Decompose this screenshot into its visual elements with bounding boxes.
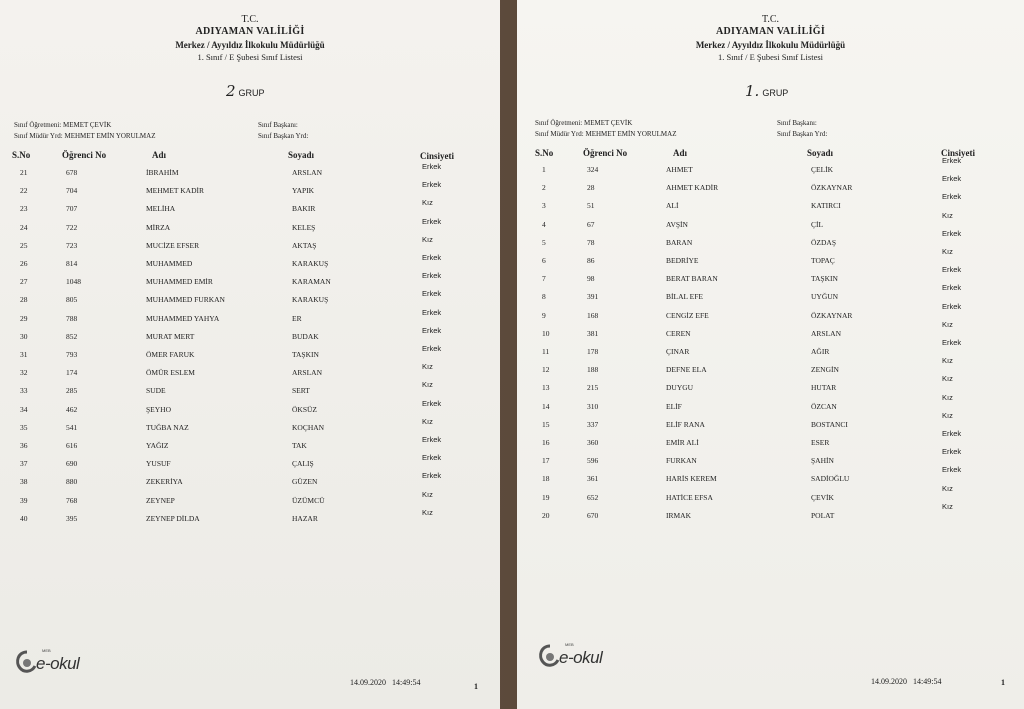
row-no: 15 (542, 419, 550, 429)
row-name: DUYGU (666, 383, 694, 393)
row-gender: Kız (942, 319, 953, 329)
row-surname: AĞIR (811, 347, 830, 356)
page-number: 1 (1001, 678, 1005, 687)
row-student-no: 814 (66, 259, 78, 268)
row-name: ÖMÜR ESLEM (146, 368, 195, 378)
row-gender: Kız (942, 392, 953, 402)
col-header-sno: S.No (535, 148, 554, 158)
row-student-no: 215 (587, 383, 599, 393)
row-gender: Erkek (422, 162, 442, 171)
row-surname: TOPAÇ (811, 256, 835, 265)
row-gender: Erkek (422, 253, 442, 262)
row-no: 32 (20, 368, 28, 378)
col-header-gender: Cinsiyeti (941, 148, 976, 158)
row-gender: Kız (422, 489, 433, 499)
teacher-line: Sınıf Öğretmeni: MEMET ÇEVİK (14, 121, 112, 129)
row-name: BİLAL EFE (666, 292, 704, 302)
row-student-no: 793 (66, 350, 78, 359)
row-no: 7 (542, 274, 546, 284)
group-label (745, 82, 788, 100)
row-no: 4 (542, 219, 546, 229)
col-header-surname: Soyadı (288, 150, 315, 160)
row-name: AHMET KADİR (666, 183, 719, 193)
row-name: MUCİZE EFSER (146, 240, 200, 250)
row-gender: Erkek (422, 325, 442, 335)
class-list-page-group-1 (517, 0, 1024, 709)
row-no: 17 (542, 456, 550, 466)
row-surname: TAŞKIN (292, 350, 319, 359)
row-name: MEHMET KADİR (146, 186, 204, 196)
row-no: 18 (542, 474, 550, 484)
row-surname: ZENGİN (811, 365, 839, 375)
print-time: 14:49:54 (392, 678, 421, 687)
row-name: MURAT MERT (146, 331, 195, 341)
group-text: GRUP (762, 88, 789, 98)
row-surname: ESER (811, 438, 830, 447)
row-student-no: 1048 (66, 277, 81, 287)
row-no: 35 (20, 422, 28, 432)
deputy-line: Sınıf Müdür Yrd: MEHMET EMİN YORULMAZ (14, 132, 156, 140)
row-name: AHMET (666, 165, 693, 174)
row-no: 11 (542, 347, 550, 356)
row-gender: Erkek (422, 398, 442, 408)
row-student-no: 852 (66, 331, 78, 341)
row-student-no: 462 (66, 404, 78, 414)
row-gender: Kız (942, 210, 953, 220)
row-name: YUSUF (146, 459, 171, 469)
col-header-student-no: Öğrenci No (583, 148, 628, 158)
row-student-no: 541 (66, 422, 78, 432)
row-no: 40 (20, 513, 28, 523)
row-surname: UYĞUN (811, 292, 839, 302)
group-number: 2 (226, 82, 236, 100)
row-name: ZEKERİYA (146, 477, 183, 487)
print-time: 14:49:54 (913, 677, 942, 686)
row-surname: ARSLAN (292, 168, 323, 177)
row-gender: Erkek (942, 447, 962, 457)
row-no: 8 (542, 292, 546, 302)
row-student-no: 188 (587, 365, 599, 375)
row-surname: ÇEVİK (811, 492, 834, 502)
row-gender: Erkek (942, 301, 962, 311)
row-name: MUHAMMED YAHYA (146, 313, 220, 323)
row-gender: Erkek (422, 435, 442, 444)
row-surname: SERT (292, 386, 310, 396)
row-name: ALİ (666, 201, 679, 211)
row-gender: Erkek (422, 307, 442, 317)
row-student-no: 690 (66, 459, 78, 469)
row-surname: ÇELİK (811, 165, 834, 174)
row-name: ELİF RANA (666, 419, 705, 429)
row-gender: Erkek (942, 192, 962, 202)
row-no: 23 (20, 204, 28, 214)
row-gender: Kız (942, 356, 953, 366)
row-student-no: 337 (587, 419, 599, 429)
row-name: AVŞİN (666, 219, 688, 229)
print-date: 14.09.2020 (350, 678, 386, 687)
row-surname: HUTAR (811, 383, 837, 393)
row-gender: Erkek (942, 283, 962, 293)
row-student-no: 285 (66, 386, 78, 396)
row-no: 9 (542, 310, 546, 320)
row-student-no: 86 (587, 256, 595, 265)
row-student-no: 723 (66, 240, 78, 250)
row-gender: Kız (422, 362, 433, 372)
row-surname: YAPIK (292, 186, 315, 196)
row-name: MELİHA (146, 204, 176, 214)
row-student-no: 51 (587, 201, 595, 211)
row-name: IRMAK (666, 510, 692, 520)
row-gender: Kız (942, 247, 953, 256)
row-no: 5 (542, 237, 546, 247)
row-gender: Erkek (942, 338, 962, 347)
row-gender: Erkek (942, 174, 962, 184)
row-surname: TAK (292, 441, 307, 450)
row-gender: Kız (422, 416, 433, 426)
e-okul-logo (12, 646, 92, 682)
row-name: HARİS KEREM (666, 474, 717, 484)
row-name: MUHAMMED EMİR (146, 277, 213, 287)
class-president-line: Sınıf Başkanı: (258, 121, 298, 129)
row-gender: Erkek (942, 265, 962, 275)
logo-text: e-okul (559, 648, 603, 667)
row-student-no: 67 (587, 219, 595, 229)
row-no: 36 (20, 441, 28, 450)
row-surname: ÖKSÜZ (292, 404, 318, 414)
logo-meb-text: MEB (565, 642, 574, 647)
row-student-no: 880 (66, 477, 78, 487)
row-no: 24 (20, 222, 28, 232)
row-student-no: 324 (587, 165, 599, 174)
row-name: BARAN (666, 237, 693, 247)
row-gender: Erkek (422, 271, 442, 281)
row-name: DEFNE ELA (666, 365, 707, 375)
row-surname: BAKIR (292, 204, 316, 214)
row-surname: KARAKUŞ (292, 295, 329, 305)
row-student-no: 174 (66, 368, 78, 378)
row-student-no: 360 (587, 438, 599, 447)
row-no: 27 (20, 277, 28, 287)
row-name: SUDE (146, 386, 166, 396)
row-gender: Kız (942, 501, 953, 511)
class-vice-president-line: Sınıf Başkan Yrd: (777, 130, 828, 138)
row-student-no: 391 (587, 292, 599, 302)
row-no: 14 (542, 401, 550, 411)
row-name: ELİF (666, 401, 682, 411)
row-student-no: 805 (66, 295, 78, 305)
row-surname: ŞAHİN (811, 456, 834, 466)
row-surname: TAŞKIN (811, 274, 838, 284)
row-gender: Kız (942, 374, 953, 384)
row-surname: KATIRCI (811, 201, 841, 211)
row-no: 16 (542, 438, 550, 447)
row-no: 6 (542, 256, 546, 265)
row-no: 20 (542, 510, 550, 520)
row-name: ÖMER FARUK (146, 350, 195, 359)
row-student-no: 596 (587, 456, 599, 466)
row-student-no: 78 (587, 237, 595, 247)
row-student-no: 722 (66, 222, 78, 232)
row-surname: ÖZKAYNAR (811, 310, 853, 320)
row-name: YAĞIZ (146, 441, 169, 450)
row-surname: BOSTANCI (811, 419, 848, 429)
print-date: 14.09.2020 (871, 677, 907, 686)
row-surname: BUDAK (292, 331, 319, 341)
row-no: 37 (20, 459, 28, 469)
row-gender: Erkek (422, 453, 442, 463)
row-student-no: 652 (587, 492, 599, 502)
row-no: 3 (542, 201, 546, 211)
e-okul-logo (535, 640, 615, 676)
row-student-no: 381 (587, 328, 599, 338)
row-surname: POLAT (811, 510, 835, 520)
row-no: 34 (20, 404, 28, 414)
row-surname: ARSLAN (292, 368, 323, 378)
header-tc: T.C. (761, 14, 780, 25)
row-name: BERAT BARAN (666, 274, 718, 284)
row-name: İBRAHİM (146, 168, 179, 177)
row-gender: Kız (942, 410, 953, 420)
row-name: BEDRİYE (666, 256, 699, 265)
row-no: 26 (20, 259, 28, 268)
row-surname: ÇİL (811, 219, 824, 229)
col-header-name: Adı (152, 150, 167, 160)
row-surname: AKTAŞ (292, 240, 317, 250)
row-name: HATİCE EFSA (666, 492, 713, 502)
class-president-line: Sınıf Başkanı: (777, 119, 817, 127)
row-gender: Kız (422, 234, 433, 244)
row-no: 25 (20, 240, 28, 250)
logo-text: e-okul (36, 654, 80, 673)
row-gender: Erkek (942, 465, 962, 475)
row-gender: Erkek (422, 344, 442, 353)
row-gender: Erkek (422, 471, 442, 481)
row-name: ŞEYHO (146, 404, 172, 414)
group-number: 1. (745, 82, 760, 100)
row-student-no: 178 (587, 347, 599, 356)
row-student-no: 678 (66, 168, 78, 177)
row-no: 31 (20, 350, 28, 359)
row-no: 29 (20, 313, 28, 323)
row-surname: ARSLAN (811, 328, 842, 338)
header-class-title: 1. Sınıf / E Şubesi Sınıf Listesi (197, 52, 303, 62)
row-no: 33 (20, 386, 28, 396)
header-tc: T.C. (241, 14, 259, 25)
header-class-title: 1. Sınıf / E Şubesi Sınıf Listesi (717, 52, 824, 62)
row-name: MİRZA (146, 222, 171, 232)
row-gender: Erkek (942, 156, 962, 165)
row-surname: GÜZEN (292, 477, 318, 487)
row-surname: KARAKUŞ (292, 259, 329, 268)
row-gender: Erkek (422, 216, 442, 226)
col-header-sno: S.No (12, 150, 31, 160)
header-governorship: ADIYAMAN VALİLİĞİ (195, 26, 305, 37)
row-no: 21 (20, 168, 28, 177)
row-no: 10 (542, 328, 550, 338)
row-gender: Kız (422, 507, 433, 517)
row-surname: KOÇHAN (292, 422, 325, 432)
row-student-no: 707 (66, 204, 78, 214)
col-header-name: Adı (673, 148, 688, 158)
row-surname: ÖZCAN (811, 401, 837, 411)
col-header-surname: Soyadı (807, 148, 834, 158)
row-surname: ER (292, 313, 302, 323)
col-header-gender: Cinsiyeti (420, 151, 455, 161)
row-surname: ÜZÜMCÜ (292, 495, 325, 505)
row-surname: ÖZKAYNAR (811, 183, 853, 193)
row-student-no: 788 (66, 313, 78, 323)
row-no: 39 (20, 495, 28, 505)
row-name: CENGİZ EFE (666, 310, 709, 320)
group-label (226, 82, 265, 100)
row-gender: Erkek (942, 228, 962, 238)
row-no: 38 (20, 477, 28, 487)
row-name: EMİR ALİ (666, 438, 699, 447)
row-no: 19 (542, 492, 550, 502)
row-name: ZEYNEP DİLDA (146, 513, 200, 523)
row-name: ZEYNEP (146, 495, 175, 505)
row-gender: Erkek (942, 429, 962, 438)
row-no: 22 (20, 186, 28, 196)
row-name: ÇINAR (666, 347, 690, 356)
logo-meb-text: MEB (42, 648, 51, 653)
row-student-no: 395 (66, 513, 78, 523)
group-text: GRUP (238, 88, 265, 98)
row-student-no: 28 (587, 183, 595, 193)
row-student-no: 310 (587, 401, 599, 411)
row-gender: Kız (942, 483, 953, 493)
header-governorship: ADIYAMAN VALİLİĞİ (715, 26, 826, 37)
class-list-page-group-2 (0, 0, 500, 709)
row-surname: KARAMAN (292, 277, 331, 287)
header-school: Merkez / Ayyıldız İlkokulu Müdürlüğü (695, 40, 846, 50)
row-surname: ÖZDAŞ (811, 237, 837, 247)
row-name: TUĞBA NAZ (146, 422, 189, 432)
row-gender: Erkek (422, 180, 442, 190)
row-student-no: 768 (66, 495, 78, 505)
row-student-no: 670 (587, 510, 599, 520)
row-student-no: 98 (587, 274, 595, 284)
row-student-no: 361 (587, 474, 599, 484)
row-surname: HAZAR (292, 513, 318, 523)
row-no: 12 (542, 365, 550, 375)
row-name: MUHAMMED (146, 259, 193, 268)
teacher-line: Sınıf Öğretmeni: MEMET ÇEVİK (535, 119, 633, 127)
row-gender: Kız (422, 380, 433, 390)
row-surname: KELEŞ (292, 222, 316, 232)
class-vice-president-line: Sınıf Başkan Yrd: (258, 132, 309, 140)
header-school: Merkez / Ayyıldız İlkokulu Müdürlüğü (175, 40, 325, 50)
row-no: 13 (542, 383, 550, 393)
row-gender: Erkek (422, 289, 442, 299)
row-no: 30 (20, 331, 28, 341)
row-student-no: 616 (66, 441, 78, 450)
row-no: 2 (542, 183, 546, 193)
row-name: MUHAMMED FURKAN (146, 295, 225, 305)
row-surname: SADİOĞLU (811, 474, 850, 484)
row-name: FURKAN (666, 456, 697, 466)
row-no: 1 (542, 165, 546, 174)
row-surname: ÇALIŞ (292, 459, 314, 469)
row-name: CEREN (666, 328, 691, 338)
row-student-no: 704 (66, 186, 78, 196)
deputy-line: Sınıf Müdür Yrd: MEHMET EMİN YORULMAZ (535, 130, 677, 138)
row-gender: Kız (422, 198, 433, 208)
row-no: 28 (20, 295, 28, 305)
page-number: 1 (474, 682, 478, 691)
col-header-student-no: Öğrenci No (62, 150, 107, 160)
row-student-no: 168 (587, 310, 599, 320)
